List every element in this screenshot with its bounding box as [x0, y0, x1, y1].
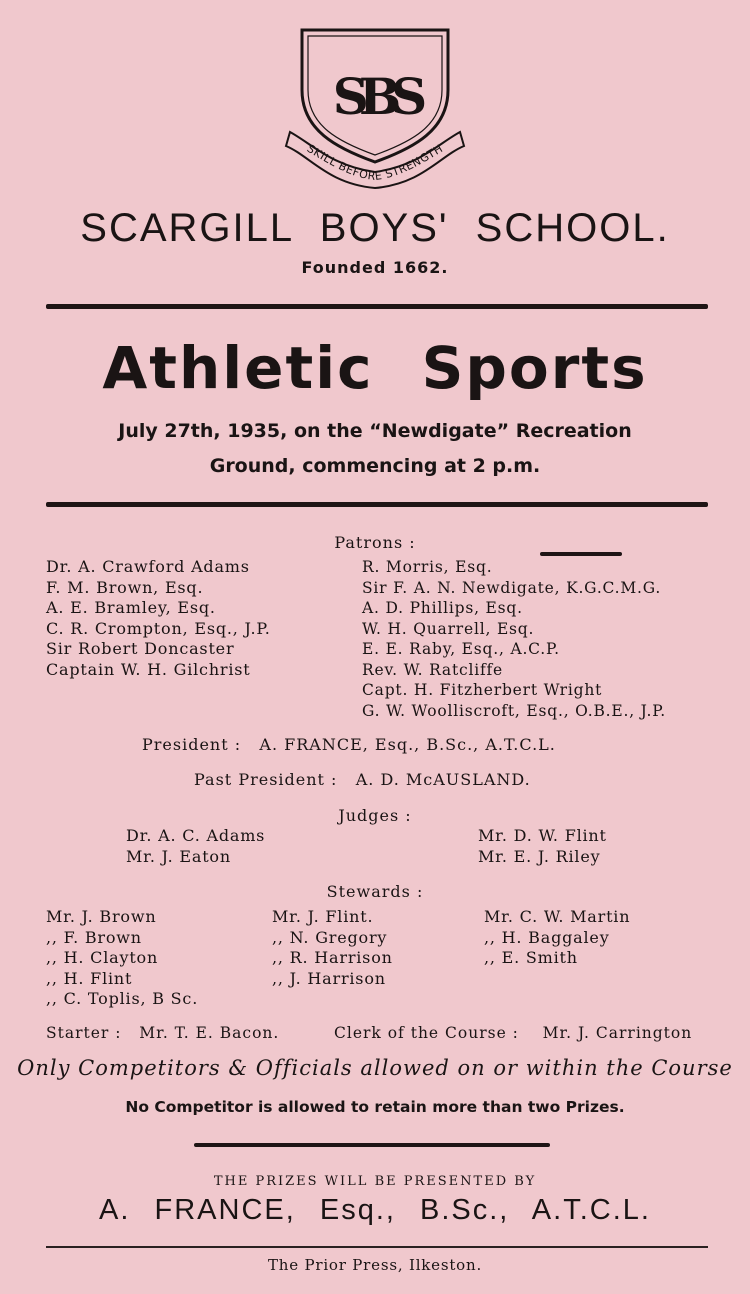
- prize-presenter-name: A. FRANCE, Esq., B.Sc., A.T.C.L.: [99, 1194, 651, 1226]
- school-crest-logo: [282, 26, 468, 198]
- event-date-line: July 27th, 1935, on the “Newdigate” Recreation: [118, 420, 632, 442]
- svg-text:SKILL BEFORE STRENGTH: SKILL BEFORE STRENGTH: [304, 141, 446, 184]
- steward-name: ,, N. Gregory: [272, 927, 388, 947]
- stewards-list-col1: [46, 907, 198, 1010]
- patrons-heading: Patrons :: [334, 533, 416, 552]
- past-president-name: A. D. McAUSLAND.: [355, 770, 531, 789]
- president-line: [142, 735, 556, 754]
- course-access-notice: Only Competitors & Officials allowed on or within the Course: [17, 1056, 733, 1080]
- judges-list-left: [126, 826, 265, 867]
- steward-name: ,, H. Baggaley: [484, 927, 610, 947]
- stewards-list-col3: [484, 907, 630, 969]
- steward-name: ,, H. Flint: [46, 968, 133, 988]
- patron-name: Rev. W. Ratcliffe: [362, 660, 504, 679]
- divider-rule: [194, 1143, 550, 1147]
- steward-name: ,, R. Harrison: [272, 948, 393, 967]
- divider-mark: [540, 552, 622, 556]
- patron-name: Sir F. A. N. Newdigate, K.G.C.M.G.: [362, 578, 662, 597]
- founded-year: Founded 1662.: [301, 258, 449, 277]
- steward-name: ,, H. Clayton: [46, 948, 159, 967]
- patron-name: R. Morris, Esq.: [362, 558, 493, 576]
- footer-rule: [46, 1246, 708, 1248]
- steward-name: ,, C. Toplis, B Sc.: [46, 989, 199, 1008]
- patron-name: E. E. Raby, Esq., A.C.P.: [362, 640, 560, 658]
- past-president-label: Past President :: [194, 770, 338, 789]
- starter-name: Mr. T. E. Bacon.: [139, 1024, 280, 1042]
- stewards-heading: Stewards :: [326, 882, 424, 901]
- president-label: President :: [142, 735, 242, 754]
- prizes-presented-by: THE PRIZES WILL BE PRESENTED BY: [213, 1174, 537, 1189]
- patron-name: Capt. H. Fitzherbert Wright: [362, 681, 603, 699]
- steward-name: ,, F. Brown: [46, 927, 142, 947]
- school-name: SCARGILL BOYS' SCHOOL.: [80, 206, 670, 250]
- steward-name: Mr. J. Flint.: [272, 907, 374, 926]
- divider-rule: [46, 502, 708, 507]
- judges-heading: Judges :: [338, 806, 412, 825]
- event-venue-line: Ground, commencing at 2 p.m.: [209, 455, 541, 477]
- patron-name: G. W. Woolliscroft, Esq., O.B.E., J.P.: [362, 701, 667, 720]
- patrons-list-right: [362, 557, 666, 721]
- clerk-label: Clerk of the Course :: [334, 1024, 519, 1042]
- patron-name: Sir Robert Doncaster: [46, 639, 235, 658]
- judges-list-right: [478, 826, 607, 867]
- clerk-name: Mr. J. Carrington: [542, 1024, 693, 1042]
- judge-name: Mr. E. J. Riley: [478, 846, 601, 866]
- page-title: Athletic Sports: [102, 334, 648, 402]
- steward-name: Mr. C. W. Martin: [484, 907, 631, 926]
- clerk-line: [334, 1024, 692, 1042]
- patron-name: C. R. Crompton, Esq., J.P.: [46, 618, 271, 638]
- patron-name: Dr. A. Crawford Adams: [46, 557, 250, 576]
- steward-name: ,, J. Harrison: [272, 968, 386, 988]
- judge-name: Mr. D. W. Flint: [478, 826, 607, 845]
- prize-limit-notice: No Competitor is allowed to retain more than two Prizes.: [125, 1098, 625, 1116]
- divider-rule: [46, 304, 708, 309]
- patron-name: Captain W. H. Gilchrist: [46, 659, 251, 679]
- stewards-list-col2: [272, 907, 393, 989]
- svg-text:SBS: SBS: [332, 67, 418, 126]
- steward-name: ,, E. Smith: [484, 948, 578, 967]
- starter-label: Starter :: [46, 1024, 122, 1042]
- judge-name: Dr. A. C. Adams: [126, 826, 266, 845]
- patrons-list-left: [46, 557, 271, 680]
- printer-imprint: The Prior Press, Ilkeston.: [267, 1256, 483, 1274]
- past-president-line: [194, 770, 531, 789]
- president-name: A. FRANCE, Esq., B.Sc., A.T.C.L.: [259, 735, 556, 754]
- patron-name: F. M. Brown, Esq.: [46, 577, 204, 597]
- steward-name: Mr. J. Brown: [46, 907, 157, 926]
- patron-name: A. D. Phillips, Esq.: [362, 599, 523, 617]
- starter-line: [46, 1024, 279, 1042]
- judge-name: Mr. J. Eaton: [126, 846, 231, 866]
- patron-name: W. H. Quarrell, Esq.: [362, 619, 535, 638]
- patron-name: A. E. Bramley, Esq.: [46, 598, 216, 617]
